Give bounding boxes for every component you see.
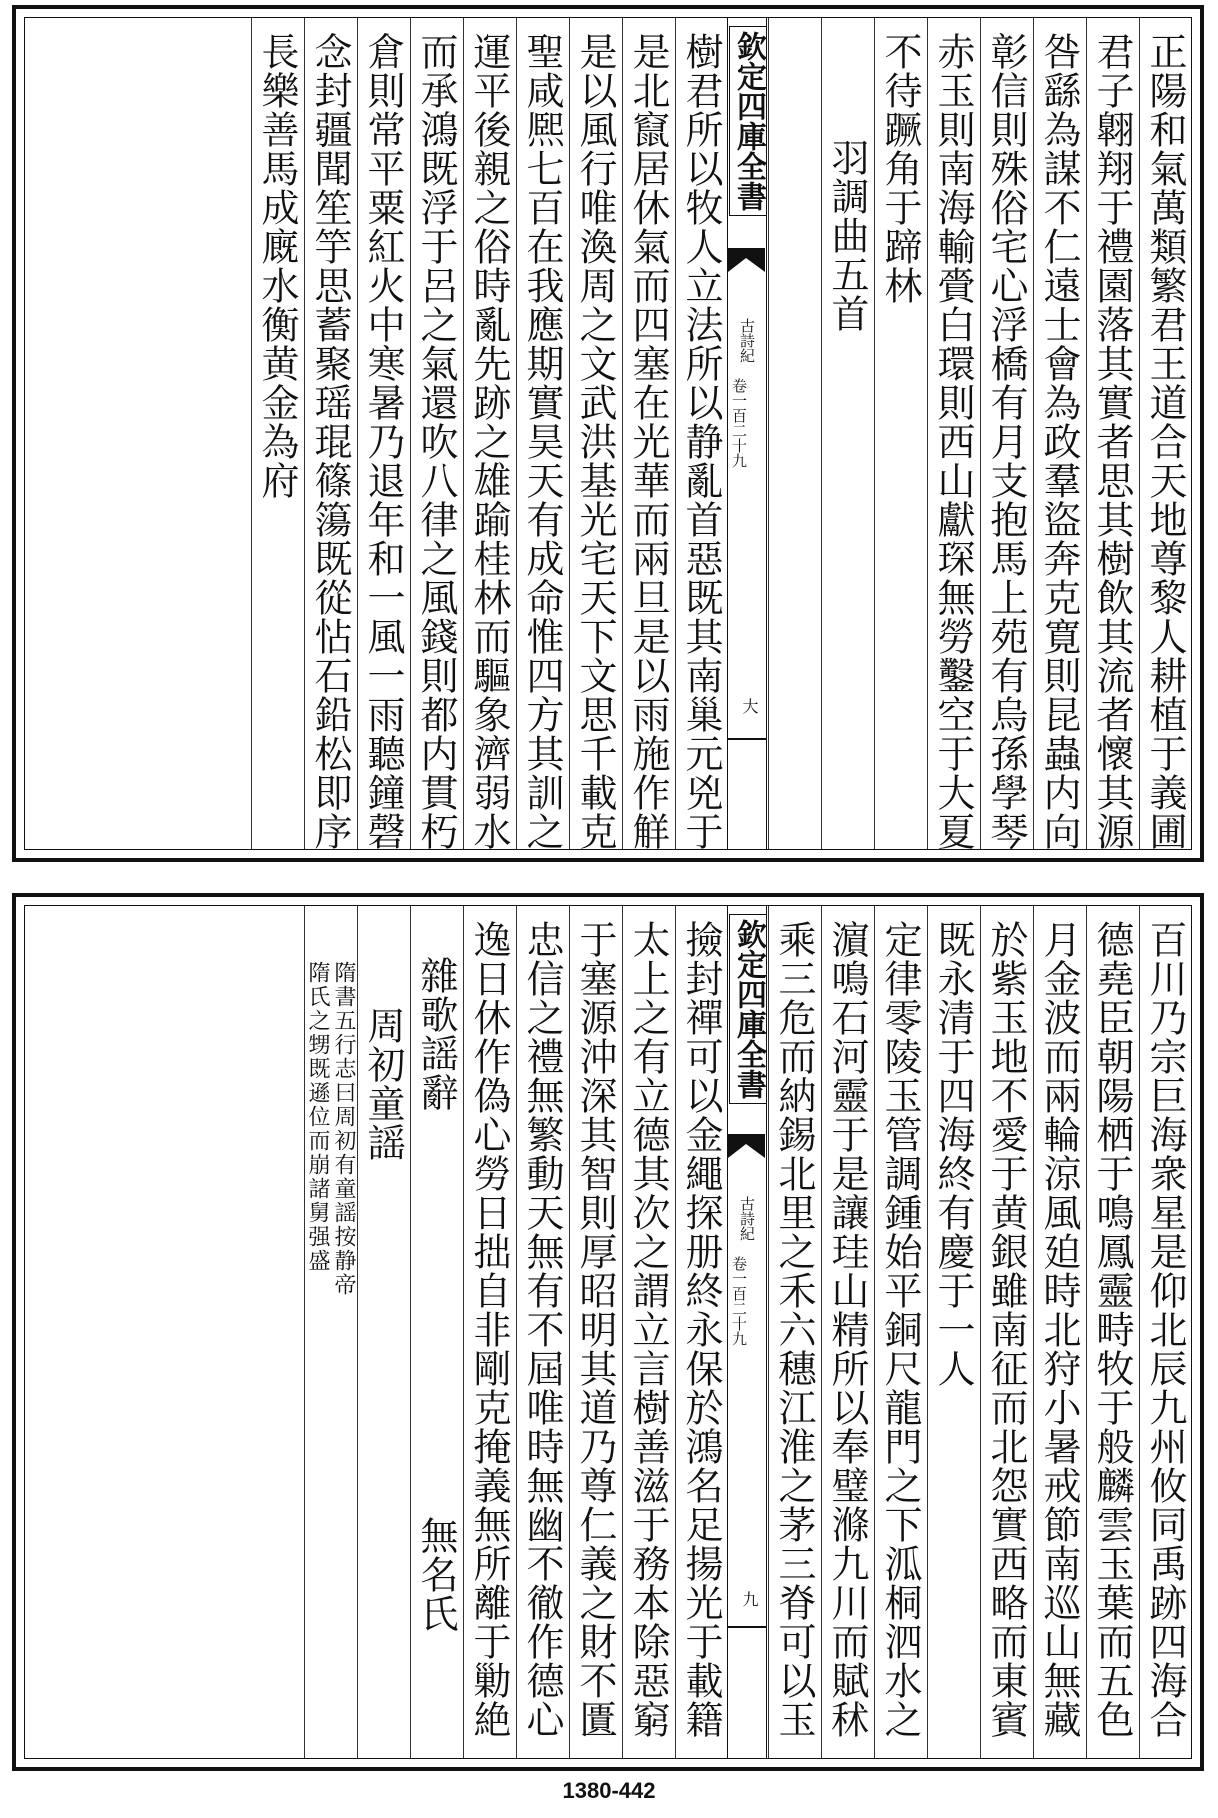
- text-column: [463, 18, 515, 849]
- column-text: 於紫玉地不愛于黄銀雖南征而北怨實西略而東賓: [984, 920, 1028, 1739]
- text-column: [874, 906, 926, 1758]
- annotation-column: [304, 906, 356, 1758]
- text-column: [516, 18, 568, 849]
- text-column: [1139, 906, 1191, 1758]
- section-title: 羽調曲五首: [825, 138, 869, 333]
- gutter-volume: 卷一百二十九: [730, 1256, 748, 1346]
- text-column: [357, 18, 409, 849]
- bottom-page-frame: [24, 905, 1192, 1759]
- gutter-book-title: 古詩紀: [738, 1196, 756, 1241]
- author-name: 無名氏: [414, 1516, 458, 1633]
- text-column: [927, 18, 979, 849]
- column-text: 于塞源沖深其智則厚昭明其道乃尊仁義之財不匱: [573, 920, 617, 1739]
- page-code: 1380-442: [562, 1778, 656, 1803]
- column-text: 太上之有立德其次之謂立言樹善滋于務本除惡窮: [626, 920, 670, 1739]
- column-text: 月金波而兩輪涼風廹時北狩小暑戒節南巡山無藏: [1037, 920, 1081, 1739]
- page-gutter: [727, 18, 767, 849]
- column-text: 念封疆聞笙竽思蓄聚瑶琨篠簜既從怗石鉛松即序: [308, 32, 352, 851]
- column-text: 逸日休作偽心勞日拙自非剛克掩義無所離于勦絶: [467, 920, 511, 1739]
- column-text: 運平後親之俗時亂先跡之雄踰桂林而驅象濟弱水: [467, 32, 511, 851]
- gutter-rule: [728, 738, 766, 740]
- gutter-page-number: 大: [740, 698, 759, 714]
- column-text: 忠信之禮無繁動天無有不屆唯時無幽不徹作德心: [520, 920, 564, 1739]
- text-column: [1086, 18, 1138, 849]
- column-text: 既永清于四海終有慶于一人: [931, 920, 975, 1388]
- column-text: 咎繇為謀不仁遠士會為政羣盜奔克寛則昆蟲内向: [1037, 32, 1081, 851]
- text-column: [304, 18, 356, 849]
- text-column: [463, 906, 515, 1758]
- column-text: 正陽和氣萬類繁君王道合天地尊黎人耕植于義圃: [1143, 32, 1187, 851]
- text-column: [675, 906, 727, 1758]
- blank-column: [768, 18, 820, 849]
- column-text: 德堯臣朝陽栖于鳴鳳靈畤牧于般麟雲玉葉而五色: [1090, 920, 1134, 1739]
- text-column: [569, 18, 621, 849]
- annotation-line: 隋氏之甥既遜位而崩諸舅强盛: [305, 961, 330, 1273]
- column-text: 百川乃宗巨海衆星是仰北辰九州攸同禹跡四海合: [1143, 920, 1187, 1739]
- fishtail-mark-icon: [728, 248, 766, 276]
- text-column: [251, 18, 303, 849]
- top-page-frame: [24, 17, 1192, 850]
- column-text: 定律零陵玉管調鍾始平銅尺龍門之下泒桐泗水之: [878, 920, 922, 1739]
- top-page-panel: [12, 5, 1204, 862]
- text-column: [1139, 18, 1191, 849]
- column-text: 乘三危而納錫北里之禾六穗江淮之茅三脊可以玉: [772, 920, 816, 1739]
- gutter-volume: 卷一百二十九: [730, 378, 748, 468]
- gutter-title: 欽定四庫全書: [729, 914, 767, 1104]
- annotation-line: 隋書五行志曰周初有童謡按静帝: [331, 961, 356, 1297]
- text-column: [821, 906, 873, 1758]
- text-column: [768, 906, 820, 1758]
- text-column: [622, 18, 674, 849]
- text-column: [927, 906, 979, 1758]
- section-title-column: [821, 18, 873, 849]
- column-text: 樹君所以牧人立法所以静亂首惡既其南巢元兇于: [679, 32, 723, 851]
- text-column: [622, 906, 674, 1758]
- text-column: [1033, 18, 1085, 849]
- text-column: [980, 18, 1032, 849]
- page-gutter: [727, 906, 767, 1758]
- column-text: 君子翺翔于禮園落其實者思其樹飲其流者懷其源: [1090, 32, 1134, 851]
- text-column: [1033, 906, 1085, 1758]
- column-text: 撿封禪可以金繩探册終永保於鴻名足揚光于載籍: [679, 920, 723, 1739]
- column-text: 赤玉則南海輸賫白環則西山獻琛無勞鑿空于大夏: [931, 32, 975, 851]
- column-text: 彰信則殊俗宅心浮橋有月支抱馬上苑有烏孫學琴: [984, 32, 1028, 851]
- text-column: [569, 906, 621, 1758]
- text-column: [675, 18, 727, 849]
- gutter-book-title: 古詩紀: [738, 318, 756, 363]
- column-text: 聖咸熈七百在我應期實昊天有成命惟四方其訓之: [520, 32, 564, 851]
- column-text: 濵鳴石河靈于是讓珪山精所以奉璧滌九川而賦秫: [825, 920, 869, 1739]
- column-text: 不待蹶角于蹄林: [878, 32, 922, 305]
- column-text: 倉則常平粟紅火中寒暑乃退年和一風一雨聽鐘磬: [361, 32, 405, 851]
- column-text: 而承鴻既浮于呂之氣還吹八律之風錢則都内貫朽: [414, 32, 458, 851]
- gutter-page-number: 九: [740, 1591, 759, 1607]
- text-column: [516, 906, 568, 1758]
- poem-title-column: [357, 906, 409, 1758]
- column-text: 是以風行唯渙周之文武洪基光宅天下文思千載克: [573, 32, 617, 851]
- text-column: [410, 18, 462, 849]
- section-heading: 雜歌謡辭: [414, 956, 458, 1112]
- column-text: 長樂善馬成廐水衡黄金為府: [255, 32, 299, 500]
- heading-column: [410, 906, 462, 1758]
- text-column: [874, 18, 926, 849]
- gutter-rule: [728, 1626, 766, 1628]
- bottom-page-panel: [12, 893, 1204, 1771]
- poem-title: 周初童謡: [361, 1006, 405, 1162]
- text-column: [980, 906, 1032, 1758]
- gutter-title: 欽定四庫全書: [729, 26, 767, 216]
- text-column: [1086, 906, 1138, 1758]
- fishtail-mark-icon: [728, 1134, 766, 1162]
- column-text: 是北竄居休氣而四塞在光華而兩旦是以雨施作觧: [626, 32, 670, 851]
